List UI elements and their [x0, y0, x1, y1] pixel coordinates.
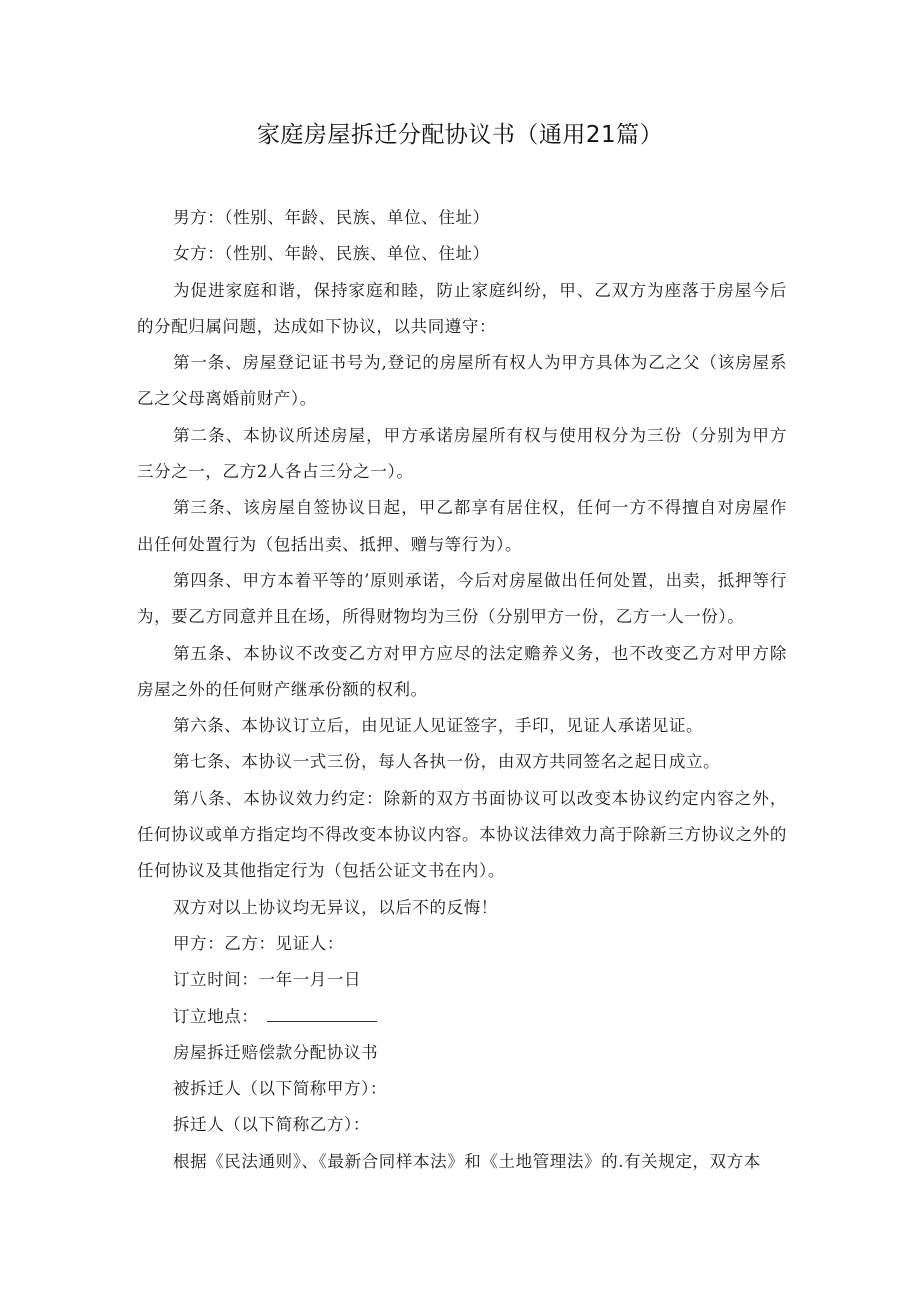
paragraph-article-7: 第七条、本协议一式三份，每人各执一份，由双方共同签名之起日成立。 [173, 752, 721, 772]
paragraph-article-8: 第八条、本协议效力约定：除新的双方书面协议可以改变本协议约定内容之外，任何协议或单方指定均不得改变本协议内容。本协议法律效力高于除新三方协议之外的任何协议及其他指定行为（包括公证文书在内）。 [137, 788, 787, 881]
paragraph-party-a: 被拆迁人（以下简称甲方）： [173, 1079, 388, 1099]
paragraph-sign-place [137, 999, 787, 1035]
sign-place-label: 订立地点： [173, 1006, 259, 1026]
document-title: 家庭房屋拆迁分配协议书（通用21篇） [256, 122, 664, 148]
document-body [137, 200, 787, 1180]
paragraph-party-b: 拆迁人（以下简称乙方）： [173, 1115, 370, 1135]
paragraph-article-5: 第五条、本协议不改变乙方对甲方应尽的法定赡养义务，也不改变乙方对甲方除房屋之外的任何财产继承份额的权利。 [137, 643, 787, 699]
sign-place-blank-line [267, 1003, 377, 1022]
paragraph-preamble: 为促进家庭和谐，保持家庭和睦，防止家庭纠纷，甲、乙双方为座落于房屋今后的分配归属问题，达成如下协议，以共同遵守： [137, 280, 787, 336]
paragraph-signatories: 甲方：乙方：见证人： [173, 933, 344, 953]
paragraph-sign-date: 订立时间：一年一月一日 [173, 970, 362, 990]
paragraph-female-party: 女方：（性别、年龄、民族、单位、住址） [173, 244, 490, 264]
paragraph-second-agreement-title: 房屋拆迁赔偿款分配协议书 [173, 1042, 379, 1062]
paragraph-article-1: 第一条、房屋登记证书号为,登记的房屋所有权人为甲方具体为乙之父（该房屋系乙之父母离婚前财产）。 [137, 353, 787, 409]
paragraph-article-3: 第三条、该房屋自签协议日起，甲乙都享有居住权，任何一方不得擅自对房屋作出任何处置行为（包括出卖、抵押、赠与等行为）。 [137, 498, 787, 554]
paragraph-legal-basis: 根据《民法通则》、《最新合同样本法》和《土地管理法》的.有关规定，双方本 [173, 1151, 761, 1171]
paragraph-no-objection: 双方对以上协议均无异议，以后不的反悔！ [173, 897, 498, 917]
paragraph-article-6: 第六条、本协议订立后，由见证人见证签字，手印，见证人承诺见证。 [173, 716, 704, 736]
paragraph-article-2: 第二条、本协议所述房屋，甲方承诺房屋所有权与使用权分为三份（分别为甲方三分之一，乙方2人各占三分之一）。 [137, 425, 787, 482]
paragraph-article-4: 第四条、甲方本着平等的’原则承诺，今后对房屋做出任何处置，出卖，抵押等行为，要乙方同意并且在场，所得财物均为三份（分别甲方一份，乙方一人一份）。 [137, 570, 787, 627]
paragraph-male-party: 男方：（性别、年龄、民族、单位、住址） [173, 208, 490, 227]
